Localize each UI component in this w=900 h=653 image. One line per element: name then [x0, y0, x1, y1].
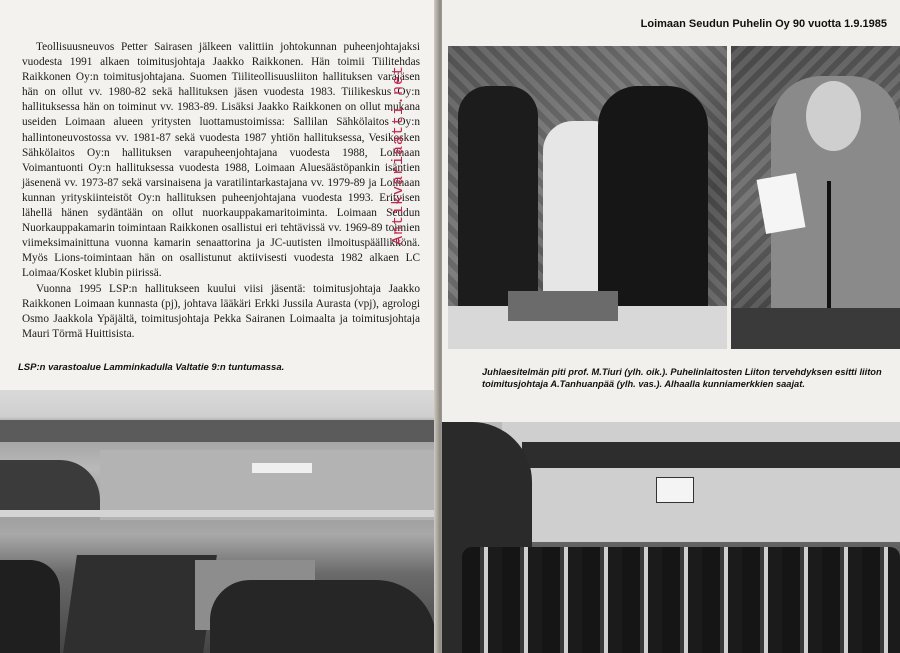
right-page [442, 0, 900, 653]
left-body-text [22, 40, 420, 342]
trees-left [0, 560, 60, 653]
left-page [0, 0, 440, 653]
running-head: Loimaan Seudun Puhelin Oy 90 vuotta 1.9.1985 [640, 18, 887, 30]
warehouse-roof [63, 555, 217, 653]
highway [0, 510, 436, 517]
distant-building [252, 463, 312, 473]
podium [731, 308, 900, 349]
horizon-treeline [0, 420, 436, 442]
paragraph: Teollisuusneuvos Petter Sairasen jälkeen valittiin johtokunnan puheenjohtajaksi vuodesta 1991 alkaen toimitusjohtaja Jaakko Raikkonen. Hän toimii Tiilitehdas Raikkonen Oy:n toimitusjohtajana. Suomen Tiiliteollisuusliiton hallituksen varajäsen hän on ollut vv. 1980-82 sekä hallituksen jäsen vuodesta 1983. Tiilikeskus Oy:n hallituksessa hän on toiminut vv. 1983-89. Lisäksi Jaakko Raikkonen on ollut mukana useiden Loimaan alueen yritysten luottamustoimissa: Sallilan Sähkölaitos Oy:n hallintoneuvostossa vv. 1981-87 sekä vuodesta 1987 yhtiön hallituksessa, Vesikosken Sähkölaitos Oy:n hallituksen varapuheenjohtajana vuodesta 1988, Loimaan Voimantuonti Oy:n hallituksessa vuodesta 1988, Loimaan Aluesäästöpankin isäntien jäsenenä vv. 1973-87 sekä varsinaisena ja varatilintarkastajana vv. 1979-89 ja Loimaan kunnan yrityskiinteistöt Oy:n hallituksen puheenjohtajana vuodesta 1993. Erityisen lähellä hänen sydäntään on ollut nuorkauppakamaritoiminta. Loimaan Seudun Nuorkauppakamarin toimintaan Raikkonen osallistui eri tehtävissä vv. 1969-89 toimien viimeksimainittuna vuonna kamarin senaattorina ja JC-uutisten ilmoituspäällikkönä. Myös Lions-toimintaan hän on osallistunut aktiivisesti vuodesta 1982 alkaen LC Loimaa/Kosket klubin piirissä. [22, 41, 420, 280]
left-photo-caption: LSP:n varastoalue Lamminkadulla Valtatie 9:n tuntumassa. [18, 362, 285, 373]
forest-left [0, 460, 100, 510]
photo-award-handshake [448, 46, 727, 349]
speaker-face [806, 81, 861, 151]
watermark: Antikvariaatti.net [390, 64, 407, 245]
entrance-sign [656, 477, 694, 503]
photo-group-honorees [442, 422, 900, 653]
paragraph: Vuonna 1995 LSP:n hallitukseen kuului viisi jäsentä: toimitusjohtaja Jaakko Raikkonen Loimaan kunnasta (pj), johtava lääkäri Erkki Jussila Aurasta (vpj), agrologi Osmo Jaakkola Ypäjältä, toimitusjohtaja Pekka Sairanen Loimaalta ja toimitusjohtaja Mauri Törmä Huittisista. [22, 282, 420, 340]
photo-speaker-microphone [731, 46, 900, 349]
canopy [522, 442, 900, 468]
trees-foreground [210, 580, 436, 653]
aerial-photo-storage-area [0, 390, 436, 653]
building-facade [502, 422, 900, 542]
crowd [462, 547, 900, 653]
right-photo-caption: Juhlaesitelmän piti prof. M.Tiuri (ylh. oik.). Puhelinlaitosten Liiton tervehdyksen esitti liiton toimitusjohtaja A.Tanhuanpää (ylh. vas.). Alhaalla kunniamerkkien saajat. [482, 367, 882, 389]
award-boxes [508, 291, 618, 321]
